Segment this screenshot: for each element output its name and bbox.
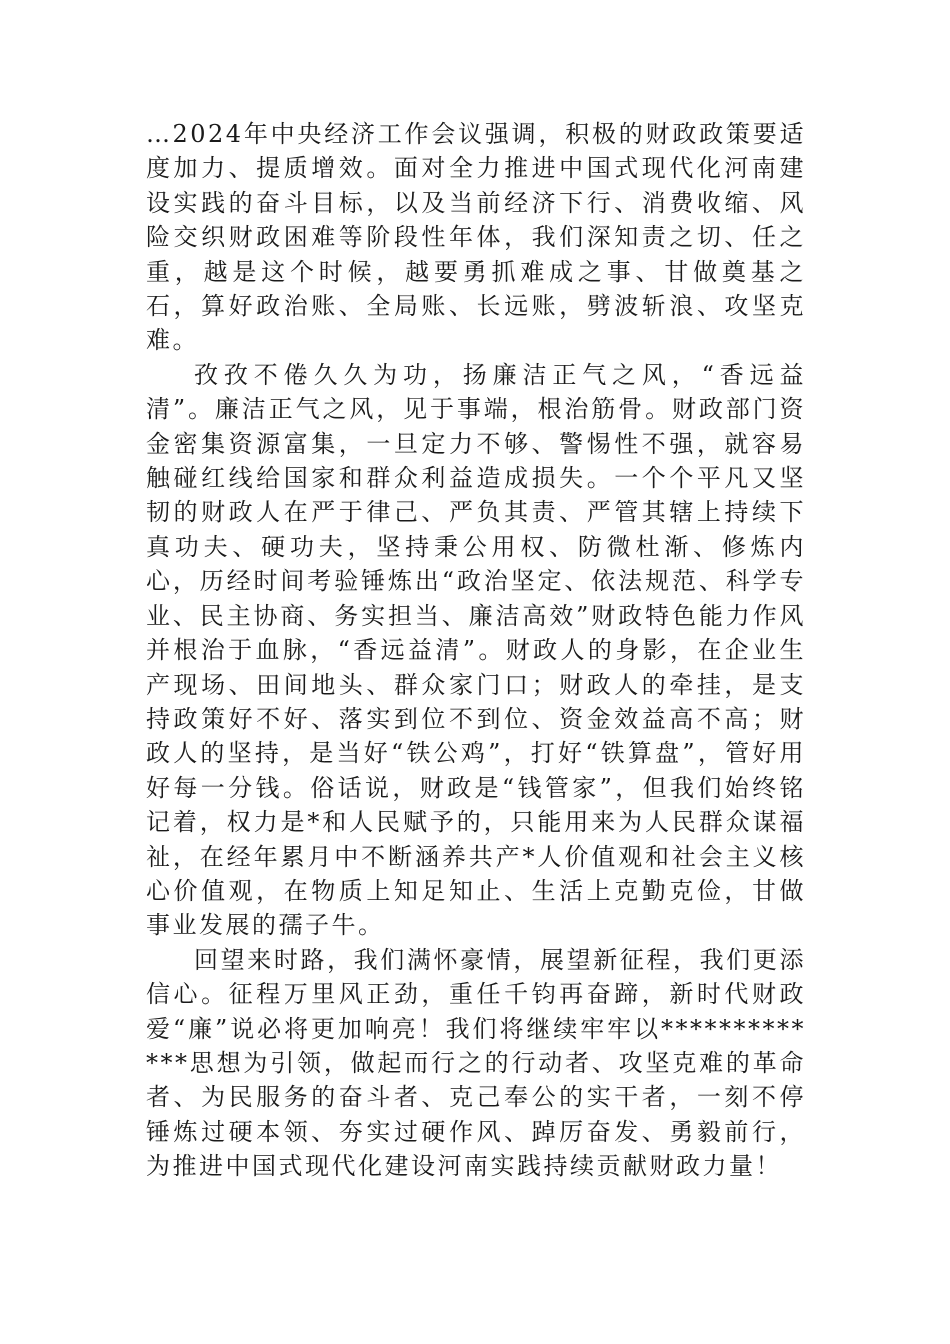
paragraph-3: 回望来时路，我们满怀豪情，展望新征程，我们更添信心。征程万里风正劲，重任千钧再奋蹄，新时代财政爱“廉”说必将更加响亮！我们将继续牢牢以*************思想为引领，做起而行之的行动者、攻坚克难的革命者、为民服务的奋斗者、克己奉公的实干者，一刻不停锤炼过硬本领、夯实过硬作风、踔厉奋发、勇毅前行，为推进中国式现代化建设河南实践持续贡献财政力量！ bbox=[146, 945, 806, 1181]
paragraph-1: …2024年中央经济工作会议强调，积极的财政政策要适度加力、提质增效。面对全力推进中国式现代化河南建设实践的奋斗目标，以及当前经济下行、消费收缩、风险交织财政困难等阶段性年体，我们深知责之切、任之重，越是这个时候，越要勇抓难成之事、甘做奠基之石，算好政治账、全局账、长远账，劈波斩浪、攻坚克难。 bbox=[146, 120, 806, 355]
paragraph-2: 孜孜不倦久久为功，扬廉洁正气之风，“香远益清”。廉洁正气之风，见于事端，根治筋骨。财政部门资金密集资源富集，一旦定力不够、警惕性不强，就容易触碰红线给国家和群众利益造成损失。一个个平凡又坚韧的财政人在严于律己、严负其责、严管其辖上持续下真功夫、硬功夫，坚持秉公用权、防微杜渐、修炼内心，历经时间考验锤炼出“政治坚定、依法规范、科学专业、民主协商、务实担当、廉洁高效”财政特色能力作风并根治于血脉，“香远益清”。财政人的身影，在企业生产现场、田间地头、群众家门口；财政人的牵挂，是支持政策好不好、落实到位不到位、资金效益高不高；财政人的坚持，是当好“铁公鸡”，打好“铁算盘”，管好用好每一分钱。俗话说，财政是“钱管家”，但我们始终铭记着，权力是*和人民赋予的，只能用来为人民群众谋福祉，在经年累月中不断涵养共产*人价值观和社会主义核心价值观，在物质上知足知止、生活上克勤克俭，甘做事业发展的孺子牛。 bbox=[146, 360, 806, 940]
document-body bbox=[146, 117, 806, 1184]
